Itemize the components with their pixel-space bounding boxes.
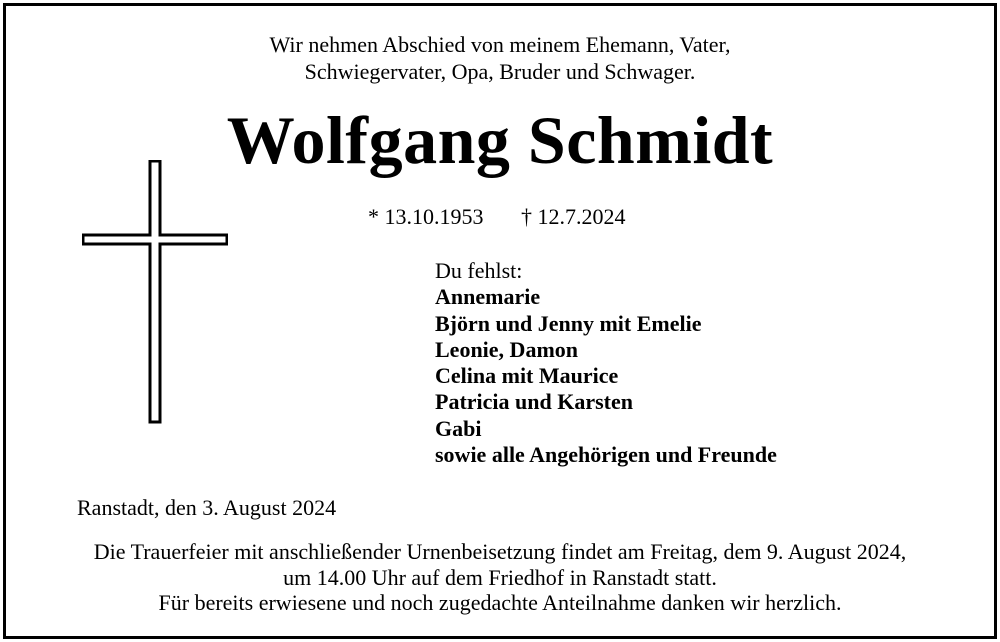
mourner-2: Björn und Jenny mit Emelie: [435, 310, 702, 336]
deceased-name: Wolfgang Schmidt: [226, 102, 774, 178]
mourner-6: Gabi: [435, 415, 482, 441]
mourner-7: sowie alle Angehörigen und Freunde: [435, 442, 777, 468]
thanks-line: Für bereits erwiesene und noch zugedachte Anteilnahme danken wir herzlich.: [158, 590, 842, 615]
mourner-3: Leonie, Damon: [435, 336, 578, 362]
intro-line-1: Wir nehmen Abschied von meinem Ehemann, Vater,: [269, 32, 731, 57]
funeral-info-line-2: um 14.00 Uhr auf dem Friedhof in Ranstadt statt.: [283, 565, 717, 590]
latin-cross-icon: [82, 160, 228, 424]
mourner-1: Annemarie: [435, 284, 541, 310]
death-date: † 12.7.2024: [521, 204, 626, 229]
mourners-lead: Du fehlst:: [435, 258, 523, 283]
mourner-4: Celina mit Maurice: [435, 363, 619, 389]
funeral-info-line-1: Die Trauerfeier mit anschließender Urnenbeisetzung findet am Freitag, dem 9. August 2024,: [93, 539, 907, 564]
place-date: Ranstadt, den 3. August 2024: [77, 495, 337, 520]
mourner-5: Patricia und Karsten: [435, 389, 633, 415]
mourners-list: [435, 258, 777, 468]
intro-line-2: Schwiegervater, Opa, Bruder und Schwager.: [304, 59, 696, 84]
birth-date: * 13.10.1953: [368, 204, 484, 229]
